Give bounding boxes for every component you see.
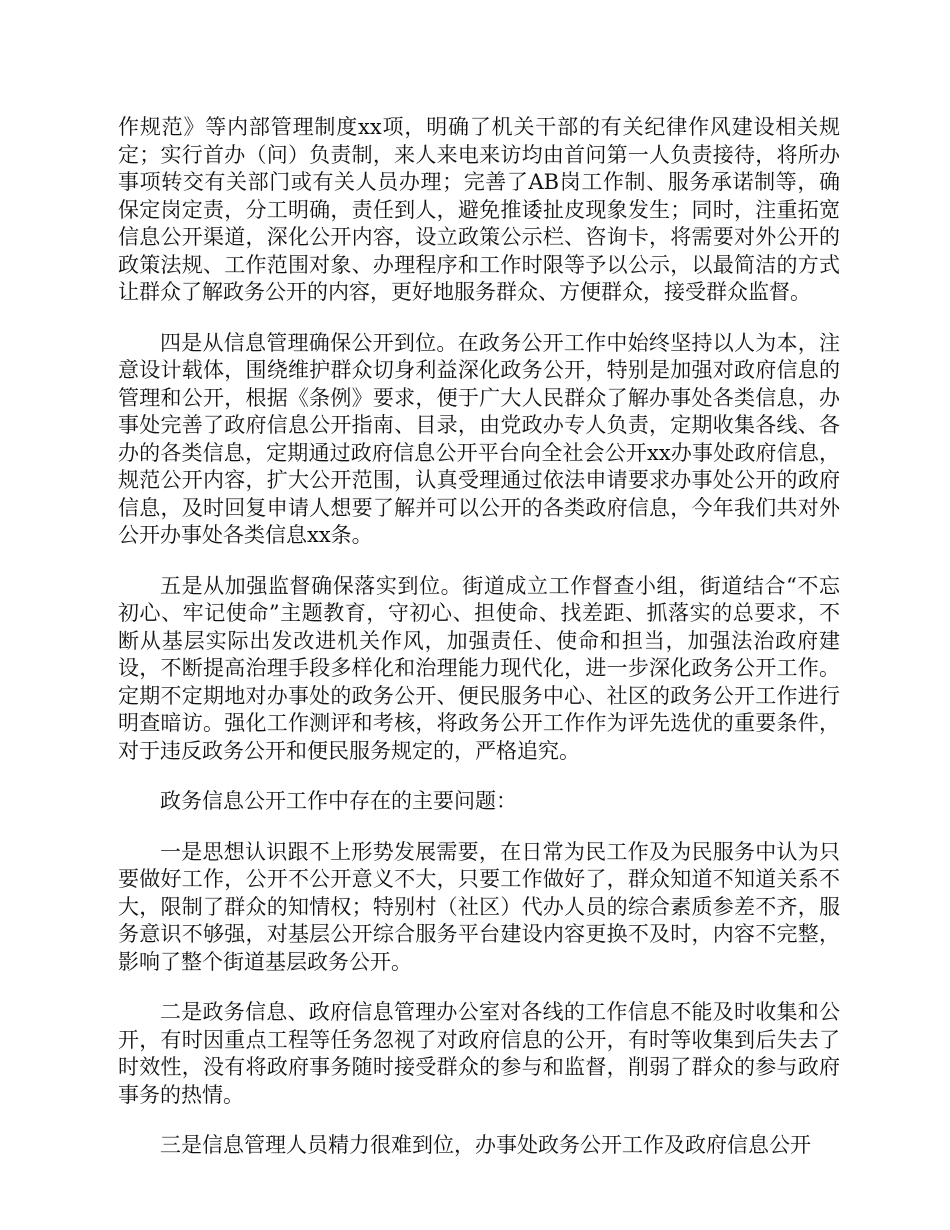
paragraph-point-five: 五是从加强监督确保落实到位。街道成立工作督查小组，街道结合“不忘初心、牢记使命”主题教育，守初心、担使命、找差距、抓落实的总要求，不断从基层实际出发改进机关作风，加强责任、使命和担当，加强法治政府建设，不断提高治理手段多样化和治理能力现代化，进一步深化政务公开工作。定期不定期地对办事处的政务公开、便民服务中心、社区的政务公开工作进行明查暗访。强化工作测评和考核，将政务公开工作作为评先选优的重要条件，对于违反政务公开和便民服务规定的，严格追究。 [118,573,840,763]
paragraph-problem-two: 二是政务信息、政府信息管理办公室对各线的工作信息不能及时收集和公开，有时因重点工程等任务忽视了对政府信息的公开，有时等收集到后失去了时效性，没有将政府事务随时接受群众的参与和监督，削弱了群众的参与政府事务的热情。 [118,1000,840,1107]
document-page [118,114,840,1183]
paragraph-rules-continuation: 作规范》等内部管理制度xx项，明确了机关干部的有关纪律作风建设相关规定；实行首办（问）负责制，来人来电来访均由首问第一人负责接待，将所办事项转交有关部门或有关人员办理；完善了AB岗工作制、服务承诺制等，确保定岗定责，分工明确，责任到人，避免推诿扯皮现象发生；同时，注重拓宽信息公开渠道，深化公开内容，设立政策公示栏、咨询卡，将需要对外公开的政策法规、工作范围对象、办理程序和工作时限等予以公示，以最简洁的方式让群众了解政务公开的内容，更好地服务群众、方便群众，接受群众监督。 [118,115,840,304]
paragraph-problems-heading: 政务信息公开工作中存在的主要问题： [160,789,517,813]
paragraph-problem-three: 三是信息管理人员精力很难到位，办事处政务公开工作及政府信息公开 [160,1133,811,1157]
paragraph-problem-one: 一是思想认识跟不上形势发展需要，在日常为民工作及为民服务中认为只要做好工作，公开不公开意义不大，只要工作做好了，群众知道不知道关系不大，限制了群众的知情权；特别村（社区）代办人员的综合素质参差不齐，服务意识不够强，对基层公开综合服务平台建设内容更换不及时，内容不完整，影响了整个街道基层政务公开。 [118,839,840,974]
paragraph-point-four: 四是从信息管理确保公开到位。在政务公开工作中始终坚持以人为本，注意设计载体，围绕维护群众切身利益深化政务公开，特别是加强对政府信息的管理和公开，根据《条例》要求，便于广大人民群众了解办事处各类信息，办事处完善了政府信息公开指南、目录，由党政办专人负责，定期收集各线、各办的各类信息，定期通过政府信息公开平台向全社会公开xx办事处政府信息，规范公开内容，扩大公开范围，认真受理通过依法申请要求办事处公开的政府信息，及时回复申请人想要了解并可以公开的各类政府信息，今年我们共对外公开办事处各类信息xx条。 [118,330,840,547]
